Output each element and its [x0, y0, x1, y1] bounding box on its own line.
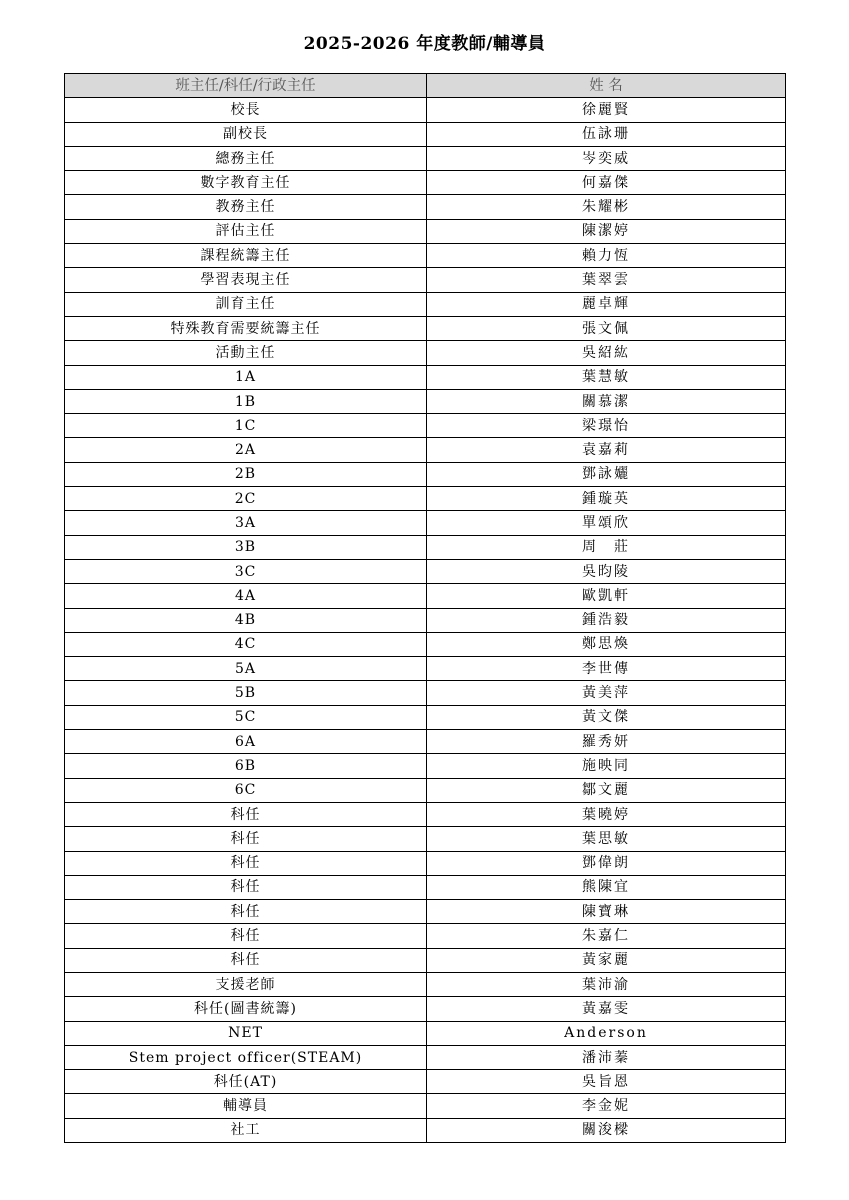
- role-cell: 科任: [65, 948, 427, 972]
- name-cell: 鄧詠孋: [427, 462, 786, 486]
- name-cell: 朱嘉仁: [427, 924, 786, 948]
- role-cell: 科任: [65, 827, 427, 851]
- role-cell: 4A: [65, 584, 427, 608]
- role-cell: 5B: [65, 681, 427, 705]
- role-cell: 教務主任: [65, 195, 427, 219]
- name-cell: 潘沛蓁: [427, 1045, 786, 1069]
- name-cell: 黃美萍: [427, 681, 786, 705]
- table-row: [65, 1094, 786, 1118]
- name-cell: 袁嘉莉: [427, 438, 786, 462]
- name-cell: 關慕潔: [427, 389, 786, 413]
- name-cell: 葉慧敏: [427, 365, 786, 389]
- table-row: [65, 705, 786, 729]
- name-cell: Anderson: [427, 1021, 786, 1045]
- name-cell: 熊陳宜: [427, 875, 786, 899]
- role-cell: 1A: [65, 365, 427, 389]
- table-row: [65, 972, 786, 996]
- table-row: [65, 559, 786, 583]
- role-cell: 副校長: [65, 122, 427, 146]
- role-cell: 活動主任: [65, 341, 427, 365]
- table-row: [65, 802, 786, 826]
- role-cell: 科任: [65, 900, 427, 924]
- name-cell: 伍詠珊: [427, 122, 786, 146]
- name-cell: 陳寶琳: [427, 900, 786, 924]
- role-cell: 學習表現主任: [65, 268, 427, 292]
- table-row: [65, 316, 786, 340]
- table-row: [65, 632, 786, 656]
- name-cell: 吳紹紘: [427, 341, 786, 365]
- role-cell: 訓育主任: [65, 292, 427, 316]
- role-cell: 6C: [65, 778, 427, 802]
- name-cell: 吳昀陵: [427, 559, 786, 583]
- role-cell: 4B: [65, 608, 427, 632]
- table-row: [65, 341, 786, 365]
- table-row: [65, 365, 786, 389]
- role-cell: 輔導員: [65, 1094, 427, 1118]
- role-cell: 科任: [65, 851, 427, 875]
- name-cell: 周 莊: [427, 535, 786, 559]
- table-row: [65, 146, 786, 170]
- table-row: [65, 389, 786, 413]
- table-row: [65, 438, 786, 462]
- name-cell: 岑奕威: [427, 146, 786, 170]
- name-cell: 陳潔婷: [427, 219, 786, 243]
- table-row: [65, 778, 786, 802]
- name-cell: 賴力恆: [427, 244, 786, 268]
- name-cell: 葉思敏: [427, 827, 786, 851]
- role-cell: 2A: [65, 438, 427, 462]
- role-cell: 3B: [65, 535, 427, 559]
- table-row: [65, 244, 786, 268]
- name-cell: 吳旨恩: [427, 1070, 786, 1094]
- table-row: [65, 827, 786, 851]
- table-row: [65, 851, 786, 875]
- name-cell: 關浚樑: [427, 1118, 786, 1142]
- name-cell: 鍾浩毅: [427, 608, 786, 632]
- role-cell: 科任(圖書統籌): [65, 997, 427, 1021]
- name-cell: 鍾璇英: [427, 487, 786, 511]
- role-cell: 4C: [65, 632, 427, 656]
- role-cell: 科任: [65, 802, 427, 826]
- name-cell: 朱耀彬: [427, 195, 786, 219]
- table-row: [65, 122, 786, 146]
- role-cell: 3C: [65, 559, 427, 583]
- table-row: [65, 195, 786, 219]
- table-row: [65, 657, 786, 681]
- role-cell: 科任: [65, 875, 427, 899]
- table-row: [65, 924, 786, 948]
- name-cell: 李世傳: [427, 657, 786, 681]
- table-row: [65, 754, 786, 778]
- role-cell: NET: [65, 1021, 427, 1045]
- role-cell: 3A: [65, 511, 427, 535]
- name-cell: 黃嘉雯: [427, 997, 786, 1021]
- name-cell: 歐凱軒: [427, 584, 786, 608]
- name-cell: 施映同: [427, 754, 786, 778]
- table-row: [65, 414, 786, 438]
- table-row: [65, 535, 786, 559]
- table-body: [65, 98, 786, 1143]
- table-row: [65, 1118, 786, 1142]
- role-cell: 評估主任: [65, 219, 427, 243]
- table-row: [65, 875, 786, 899]
- table-row: [65, 608, 786, 632]
- table-row: [65, 730, 786, 754]
- table-row: [65, 511, 786, 535]
- table-row: [65, 98, 786, 122]
- table-row: [65, 1070, 786, 1094]
- role-cell: 5A: [65, 657, 427, 681]
- role-cell: 校長: [65, 98, 427, 122]
- role-cell: 5C: [65, 705, 427, 729]
- role-cell: 科任(AT): [65, 1070, 427, 1094]
- role-cell: 數字教育主任: [65, 171, 427, 195]
- table-row: [65, 997, 786, 1021]
- role-cell: 社工: [65, 1118, 427, 1142]
- role-cell: 科任: [65, 924, 427, 948]
- name-cell: 單頌欣: [427, 511, 786, 535]
- role-cell: 1C: [65, 414, 427, 438]
- staff-table: [64, 73, 786, 1143]
- role-cell: 2C: [65, 487, 427, 511]
- table-row: [65, 584, 786, 608]
- table-row: [65, 1021, 786, 1045]
- name-cell: 李金妮: [427, 1094, 786, 1118]
- name-cell: 葉翠雲: [427, 268, 786, 292]
- table-row: [65, 1045, 786, 1069]
- name-cell: 鄭思煥: [427, 632, 786, 656]
- role-cell: 支援老師: [65, 972, 427, 996]
- table-row: [65, 487, 786, 511]
- name-cell: 黃家麗: [427, 948, 786, 972]
- name-cell: 鄒文麗: [427, 778, 786, 802]
- role-cell: 課程統籌主任: [65, 244, 427, 268]
- table-row: [65, 292, 786, 316]
- name-cell: 葉曉婷: [427, 802, 786, 826]
- name-cell: 羅秀妍: [427, 730, 786, 754]
- name-cell: 何嘉傑: [427, 171, 786, 195]
- page-title: 2025-2026 年度教師/輔導員: [303, 34, 546, 54]
- table-row: [65, 681, 786, 705]
- table-row: [65, 219, 786, 243]
- role-cell: 2B: [65, 462, 427, 486]
- role-column-header: 班主任/科任/行政主任: [65, 74, 427, 98]
- role-cell: 特殊教育需要統籌主任: [65, 316, 427, 340]
- name-cell: 徐麗賢: [427, 98, 786, 122]
- table-row: [65, 900, 786, 924]
- role-cell: 6A: [65, 730, 427, 754]
- role-cell: 6B: [65, 754, 427, 778]
- role-cell: Stem project officer(STEAM): [65, 1045, 427, 1069]
- table-row: [65, 171, 786, 195]
- table-row: [65, 948, 786, 972]
- name-cell: 張文佩: [427, 316, 786, 340]
- table-row: [65, 268, 786, 292]
- role-cell: 總務主任: [65, 146, 427, 170]
- name-cell: 鄧偉朗: [427, 851, 786, 875]
- name-cell: 葉沛渝: [427, 972, 786, 996]
- table-row: [65, 462, 786, 486]
- table-header-row: [65, 74, 786, 98]
- name-cell: 黃文傑: [427, 705, 786, 729]
- name-cell: 麗卓輝: [427, 292, 786, 316]
- name-cell: 梁璟怡: [427, 414, 786, 438]
- role-cell: 1B: [65, 389, 427, 413]
- name-column-header: 姓 名: [427, 74, 786, 98]
